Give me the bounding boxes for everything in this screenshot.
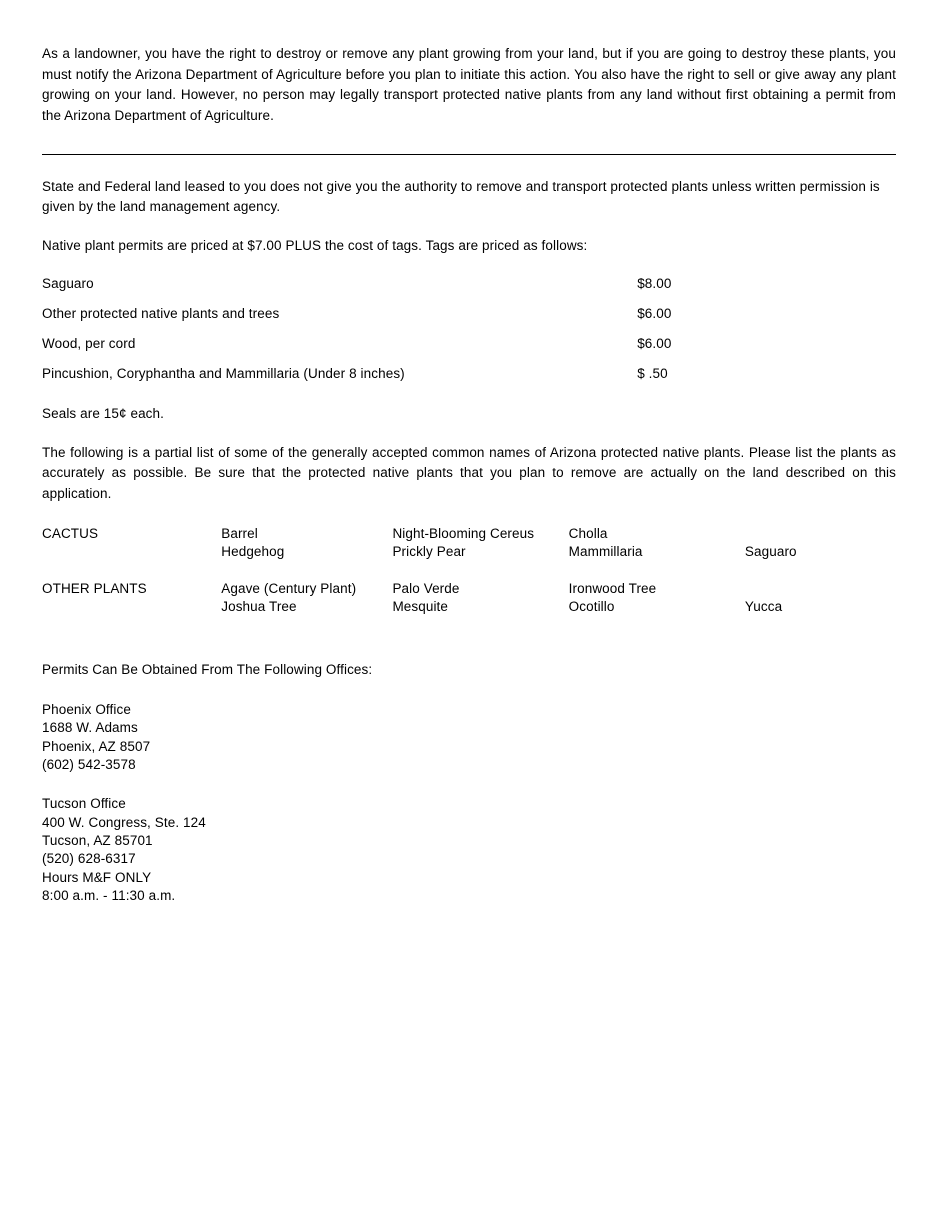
table-row <box>42 366 896 396</box>
state-federal-paragraph: State and Federal land leased to you does not give you the authority to remove and transport protected plants unless written permission is given by the land management agency. <box>42 179 880 215</box>
offices-heading: Permits Can Be Obtained From The Following Offices: <box>42 661 373 677</box>
tucson-office-block <box>42 795 896 905</box>
permit-price-paragraph: Native plant permits are priced at $7.00 PLUS the cost of tags. Tags are priced as follows: <box>42 237 588 253</box>
plant-name <box>745 526 896 544</box>
office-address-line-2: Phoenix, AZ 8507 <box>42 738 151 754</box>
office-hours-time: 8:00 a.m. - 11:30 a.m. <box>42 888 176 904</box>
plant-name: Joshua Tree <box>221 599 297 615</box>
plant-name: Cholla <box>568 525 608 541</box>
office-name: Tucson Office <box>42 796 126 812</box>
office-phone: (602) 542-3578 <box>42 757 136 773</box>
plant-name: Palo Verde <box>392 580 460 596</box>
intro-paragraph: As a landowner, you have the right to destroy or remove any plant growing from your land, but if you are going to destroy these plants, you must notify the Arizona Department of Agriculture before you plan to initiate this action. You also have the right to sell or give away any plant growing on your land. However, no person may legally transport protected native plants from any land without first obtaining a permit from the Arizona Department of Agriculture. <box>42 46 896 123</box>
partial-list-paragraph: The following is a partial list of some of the generally accepted common names of Arizona protected native plants. Please list the plants as accurately as possible. Be sure that the protected native plants that you plan to remove are actually on the land described on this application. <box>42 445 896 501</box>
protected-plants-table <box>42 526 896 618</box>
plant-name <box>745 563 896 599</box>
plant-name: Yucca <box>744 599 783 615</box>
office-address-line-1: 400 W. Congress, Ste. 124 <box>42 814 206 830</box>
fee-name: Saguaro <box>42 275 94 291</box>
fee-name: Pincushion, Coryphantha and Mammillaria (Under 8 inches) <box>42 365 405 381</box>
plant-category-other: OTHER PLANTS <box>42 580 147 596</box>
table-row <box>42 526 896 544</box>
seals-paragraph: Seals are 15¢ each. <box>42 405 164 421</box>
plant-name: Mesquite <box>392 599 449 615</box>
fee-price: $6.00 <box>637 305 672 321</box>
plant-name: Ironwood Tree <box>568 580 657 596</box>
phoenix-office-block <box>42 701 896 774</box>
table-row <box>42 306 896 336</box>
plant-name: Prickly Pear <box>392 544 466 560</box>
office-phone: (520) 628-6317 <box>42 851 136 867</box>
plant-name: Mammillaria <box>568 544 643 560</box>
plant-category-spacer <box>42 599 221 617</box>
plant-category-spacer <box>42 544 221 562</box>
plant-name: Barrel <box>221 525 258 541</box>
office-hours-label: Hours M&F ONLY <box>42 869 152 885</box>
office-address-line-1: 1688 W. Adams <box>42 720 138 736</box>
table-row <box>42 599 896 617</box>
fee-table <box>42 276 896 396</box>
plant-name: Saguaro <box>744 544 797 560</box>
office-address-line-2: Tucson, AZ 85701 <box>42 833 153 849</box>
fee-price: $6.00 <box>637 335 672 351</box>
office-name: Phoenix Office <box>42 701 131 717</box>
plant-name: Hedgehog <box>221 544 285 560</box>
section-divider <box>42 154 896 155</box>
fee-price: $8.00 <box>637 275 672 291</box>
plant-category-cactus: CACTUS <box>42 525 99 541</box>
table-row <box>42 544 896 562</box>
table-row <box>42 563 896 599</box>
fee-name: Other protected native plants and trees <box>42 305 280 321</box>
table-row <box>42 276 896 306</box>
fee-name: Wood, per cord <box>42 335 136 351</box>
table-row <box>42 336 896 366</box>
fee-price: $ .50 <box>637 365 668 381</box>
plant-name: Ocotillo <box>568 599 615 615</box>
plant-name: Agave (Century Plant) <box>221 580 357 596</box>
plant-name: Night-Blooming Cereus <box>392 525 535 541</box>
